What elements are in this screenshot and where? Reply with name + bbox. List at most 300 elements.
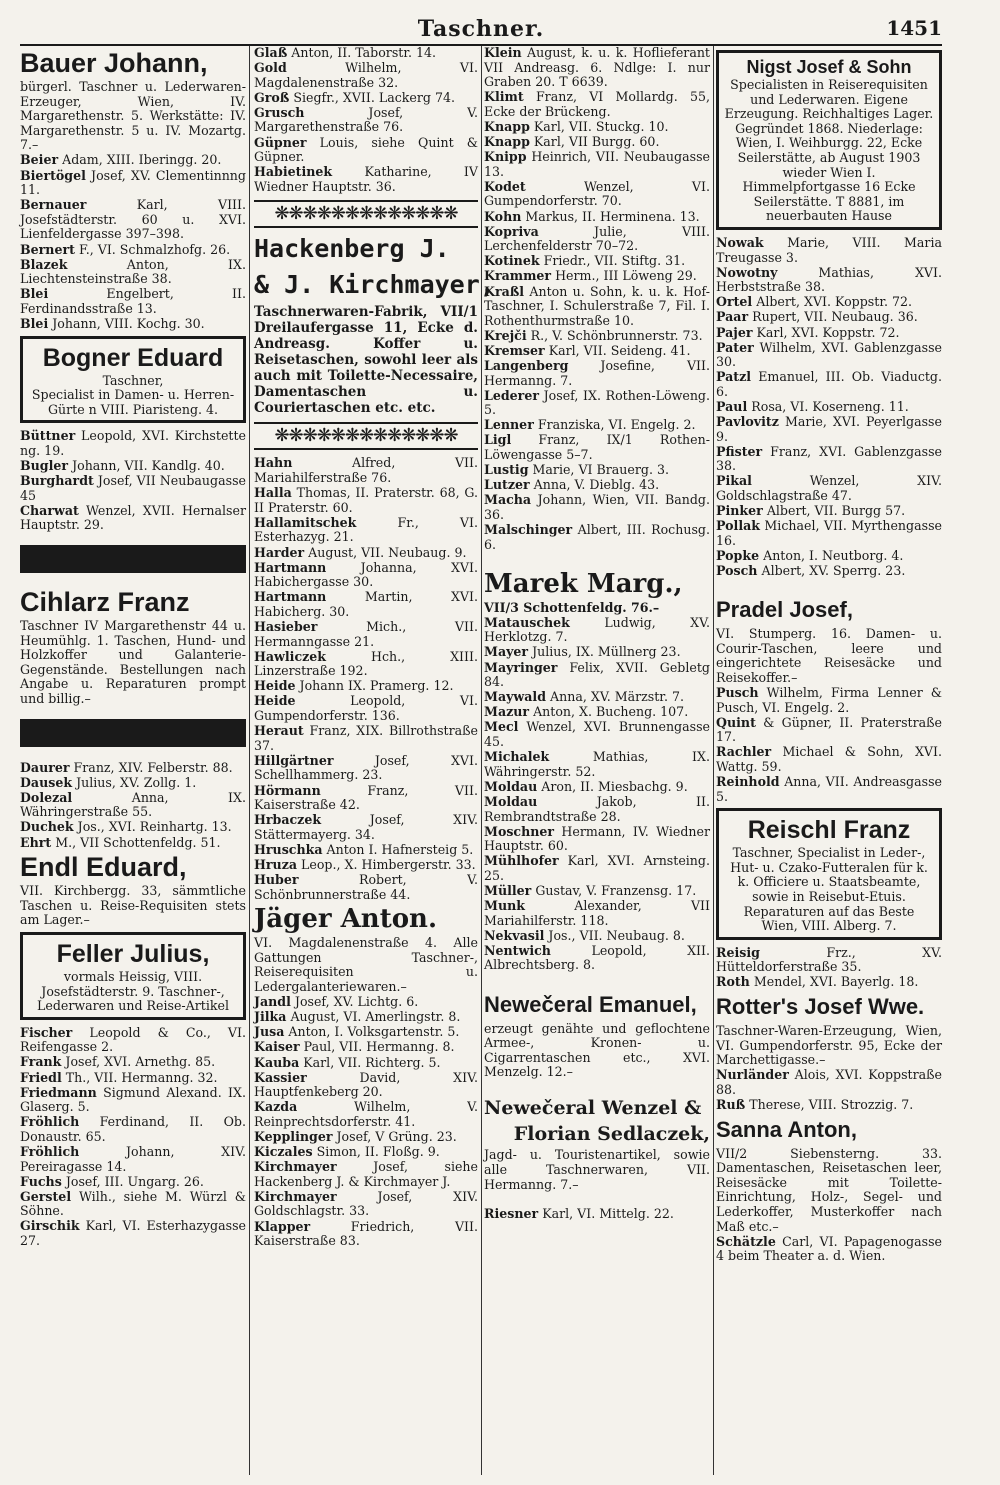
entry-text: Anton, I. Neutborg. 4. [763, 547, 904, 563]
directory-entry [716, 1068, 942, 1097]
entry-text: R., V. Schönbrunnerstr. 73. [530, 327, 703, 343]
entry-text: Anton I. Hafnersteig 5. [326, 841, 474, 857]
directory-entry [716, 686, 942, 715]
entry-text: Karl, XVI. Arnsteing. 25. [484, 853, 710, 883]
entry-text: Jos., VII. Neubaug. 8. [548, 927, 685, 943]
entry-name: Jusa [254, 1024, 285, 1040]
entry-name: Kassier [254, 1069, 307, 1085]
entry-name: Paar [716, 309, 749, 325]
directory-entry [484, 46, 710, 90]
entry-text: Leop., X. Himbergerstr. 33. [301, 856, 476, 872]
directory-entry [484, 150, 710, 179]
entry-text: Alfred, VII. Mariahilferstraße 76. [254, 455, 478, 486]
directory-entry [484, 493, 710, 522]
directory-entry [254, 561, 478, 590]
jaeger-heading: Jäger Anton. [254, 904, 438, 935]
entry-text: Leopold, VI. Gumpendorferstr. 136. [254, 693, 478, 724]
entry-name: Hrbaczek [254, 812, 322, 828]
entry-list [254, 995, 478, 1249]
entry-name: Kohn [484, 208, 522, 224]
directory-entry [716, 341, 942, 370]
marek-text: VII/3 Schottenfeldg. 76.– [484, 599, 660, 615]
directory-entry [254, 546, 478, 561]
entry-name: Mecl [484, 719, 519, 735]
entry-name: Bernauer [20, 197, 87, 213]
entry-list [716, 686, 942, 804]
directory-entry [254, 694, 478, 723]
hackenberg-text: Taschnerwaren-Fabrik, VII/1 Dreilaufergasse 11, Ecke d. Andreasg. Koffer u. Reisetaschen, sowohl leer als auch mit Toilette-Necessaire, Damentaschen u. Couriertaschen etc. etc. [254, 304, 478, 417]
entry-name: Bernert [20, 241, 75, 257]
entry-name: Pusch [716, 684, 759, 700]
entry-name: Girschik [20, 1218, 80, 1234]
entry-list [484, 46, 710, 552]
entry-text: Heinrich, VII. Neubaugasse 13. [484, 149, 710, 179]
entry-list [484, 616, 710, 973]
entry-text: Karl, VII Burgg. 60. [533, 134, 660, 150]
entry-name: Fuchs [20, 1173, 62, 1189]
directory-entry [254, 873, 478, 902]
directory-entry [254, 91, 478, 106]
entry-text: Siegfr., XVII. Lackerg 74. [293, 89, 455, 105]
entry-text: Anna, V. Dieblg. 43. [533, 477, 660, 493]
directory-entry [484, 389, 710, 418]
entry-text: Julie, VIII. Lerchenfelderstr 70–72. [484, 223, 710, 254]
directory-entry [484, 254, 710, 269]
entry-name: Hruza [254, 856, 298, 872]
directory-entry [254, 1130, 478, 1145]
entry-name: Maywald [484, 689, 547, 705]
entry-text: Johanna, XVI. Habichergasse 30. [254, 559, 478, 590]
entry-text: Rupert, VII. Neubaug. 36. [752, 309, 918, 325]
entry-name: Müller [484, 882, 532, 898]
directory-entry [484, 90, 710, 119]
entry-name: Mazur [484, 704, 530, 720]
entry-text: Julius, XV. Zollg. 1. [76, 774, 197, 790]
entry-name: Kraßl [484, 283, 525, 299]
directory-entry [20, 1175, 246, 1190]
nigst-line: Specialisten in Reiserequisiten und Lederwaren. Eigene Erzeugung. Reichhaltiges Lager. Gegründet 1868. Niederlage: Wien, I. Weihburgg. 22, Ecke Seilerstätte, ab August 1903 wieder Wien I. Himmelpfortgasse 16 Ecke Seilerstätte. T 8881, im neuerbauten Hause [724, 77, 934, 224]
entry-name: Gerstel [20, 1188, 72, 1204]
directory-entry [20, 1190, 246, 1219]
entry-text: Friedrich, VII. Kaiserstraße 83. [254, 1218, 478, 1249]
entry-list [716, 236, 942, 579]
entry-name: Ehrt [20, 834, 52, 850]
entry-name: Michalek [484, 749, 550, 765]
entry-name: Lutzer [484, 477, 530, 493]
entry-list [20, 429, 246, 533]
entry-name: Lustig [484, 462, 529, 478]
entry-text: Felix, XVII. Gebletg 84. [484, 659, 710, 690]
entry-name: Hillgärtner [254, 752, 334, 768]
directory-entry [254, 813, 478, 842]
entry-list [254, 46, 478, 194]
entry-name: Heide [254, 678, 296, 694]
entry-name: Klimt [484, 89, 524, 105]
ornament-border: ❋❋❋❋❋❋❋❋❋❋❋❋❋ [254, 200, 478, 228]
nigst-title: Nigst Josef & Sohn [746, 57, 912, 77]
directory-entry [716, 445, 942, 474]
entry-text: Wenzel, VI. Gumpendorferstr. 70. [484, 178, 710, 209]
directory-entry [716, 564, 942, 579]
entry-text: Hch., XIII. Linzerstraße 192. [254, 648, 478, 679]
entry-name: Pfister [716, 443, 763, 459]
entry-name: Schätzle [716, 1233, 776, 1249]
entry-name: Dolezal [20, 789, 73, 805]
entry-text: Louis, siehe Quint & Güpner. [254, 134, 478, 165]
entry-text: Karl, VI. Mittelg. 22. [542, 1205, 674, 1221]
entry-name: Groß [254, 89, 290, 105]
entry-name: Hasieber [254, 618, 318, 634]
entry-text: Wilhelm, Firma Lenner & Pusch, VI. Engelg. 2. [716, 684, 942, 715]
entry-text: Karl, VII. Seideng. 41. [548, 342, 691, 358]
entry-name: Hartmann [254, 559, 327, 575]
directory-entry [254, 61, 478, 90]
entry-text: Mendel, XVI. Bayerlg. 18. [753, 974, 919, 990]
entry-name: Krejči [484, 327, 527, 343]
entry-text: Alois, XVI. Koppstraße 88. [716, 1067, 942, 1097]
entry-text: Adam, XIII. Iberingg. 20. [62, 152, 222, 168]
entry-text: Karl, XVI. Koppstr. 72. [756, 324, 900, 340]
directory-entry [716, 370, 942, 399]
bauer-text: bürgerl. Taschner u. Lederwaren-Erzeuger, Wien, IV. Margarethenstr. 5. Werkstätte: IV. Margarethenstr. 5 u. IV. Mozartg. 7.– [20, 79, 246, 153]
entry-name: Quint [716, 714, 756, 730]
pradel-heading: Pradel Josef, [716, 597, 853, 623]
directory-entry [484, 929, 710, 944]
entry-name: Ruß [716, 1097, 746, 1113]
neweceral-emanuel-text: erzeugt genähte und geflochtene Armee-, Kronen- u. Cigarrentaschen etc., XVI. Menzelg. 12.– [484, 1020, 710, 1080]
entry-text: Josef, V Grüng. 23. [336, 1128, 457, 1144]
entry-text: Johann, Wien, VII. Bandg. 36. [484, 492, 710, 522]
entry-name: Beier [20, 152, 59, 168]
page-header [20, 12, 942, 46]
directory-entry [254, 858, 478, 873]
directory-entry [716, 1235, 942, 1264]
entry-list [20, 153, 246, 331]
entry-name: Lederer [484, 387, 539, 403]
page-number: 1451 [886, 16, 942, 40]
entry-text: Therese, VIII. Strozzig. 7. [749, 1097, 914, 1113]
entry-text: Wilhelm, V. Reinprechtsdorferstr. 41. [254, 1099, 478, 1129]
column-2 [254, 45, 495, 1475]
directory-entry [484, 645, 710, 660]
directory-entry [716, 549, 942, 564]
entry-text: Fr., VI. Esterhazyg. 21. [254, 514, 478, 545]
neweceral-wenzel-heading: Newečeral Wenzel & [484, 1097, 702, 1120]
directory-entry [716, 266, 942, 295]
entry-text: Josef, siehe Hackenberg J. & Kirchmayer J. [254, 1159, 478, 1189]
directory-entry [484, 463, 710, 478]
hackenberg-heading: Hackenberg J. [254, 234, 450, 264]
directory-entry [484, 884, 710, 899]
entry-text: Emanuel, III. Ob. Viaductg. 6. [716, 369, 942, 399]
entry-text: Michael & Sohn, XVI. Wattg. 59. [716, 744, 942, 774]
directory-entry [484, 210, 710, 225]
entry-name: Klein [484, 45, 522, 60]
directory-entry [716, 775, 942, 804]
entry-name: Frank [20, 1054, 62, 1070]
entry-name: Duchek [20, 819, 74, 835]
entry-name: Kazda [254, 1099, 298, 1115]
directory-entry [716, 310, 942, 325]
directory-entry [20, 243, 246, 258]
directory-entry [20, 474, 246, 503]
entry-text: Mathias, IX. Währingerstr. 52. [484, 749, 710, 779]
feller-title: Feller Julius, [56, 939, 210, 968]
entry-text: Franz, IX/1 Rothen-Löwengasse 5–7. [484, 432, 710, 463]
directory-entry [20, 1219, 246, 1248]
entry-name: Paul [716, 398, 748, 414]
entry-name: Huber [254, 872, 299, 888]
directory-entry [20, 1086, 246, 1115]
entry-name: Nekvasil [484, 927, 545, 943]
entry-name: Pollak [716, 518, 760, 534]
directory-entry [716, 504, 942, 519]
entry-text: Anna, VII. Andreasgasse 5. [716, 774, 942, 804]
directory-entry [20, 1115, 246, 1144]
entry-text: Martin, XVI. Habicherg. 30. [254, 589, 478, 619]
entry-name: Malschinger [484, 522, 573, 537]
directory-entry [484, 433, 710, 462]
entry-text: Michael, VII. Myrthengasse 16. [716, 518, 942, 548]
entry-list [20, 1026, 246, 1249]
directory-entry [254, 1010, 478, 1025]
entry-text: Franz, VII. Kaiserstraße 42. [254, 782, 478, 813]
entry-text: Anton, IX. Liechtensteinstraße 38. [20, 256, 246, 287]
entry-name: Blei [20, 286, 49, 302]
entry-text: Wenzel, XVI. Brunnengasse 45. [484, 719, 710, 750]
entry-name: Hallamitschek [254, 514, 357, 530]
entry-name: Pinker [716, 503, 763, 519]
entry-name: Mühlhofer [484, 853, 559, 869]
directory-entry [254, 165, 478, 194]
directory-entry [484, 329, 710, 344]
directory-entry [254, 46, 478, 61]
entry-name: Nentwich [484, 942, 551, 958]
entry-name: Kirchmayer [254, 1188, 337, 1204]
entry-text: M., VII Schottenfeldg. 51. [55, 834, 221, 850]
entry-text: Engelbert, II. Ferdinandsstraße 13. [20, 286, 246, 316]
entry-name: Fröhlich [20, 1143, 80, 1159]
entry-name: Jandl [254, 994, 291, 1010]
endl-heading: Endl Eduard, [20, 852, 187, 883]
directory-entry [484, 285, 710, 329]
directory-entry [20, 258, 246, 287]
entry-text: Mathias, XVI. Herbststraße 38. [716, 264, 942, 295]
entry-text: Jos., XVI. Reinhartg. 13. [77, 819, 232, 835]
entry-name: Harder [254, 544, 305, 560]
entry-text: Ludwig, XV. Herklotzg. 7. [484, 614, 710, 645]
directory-entry [254, 1190, 478, 1219]
directory-entry [254, 1025, 478, 1040]
reischl-box [716, 808, 942, 940]
directory-entry [716, 236, 942, 265]
entry-name: Hörmann [254, 782, 321, 798]
entry-name: Daurer [20, 759, 70, 775]
entry-list [716, 1068, 942, 1112]
directory-entry [716, 295, 942, 310]
directory-entry [484, 720, 710, 749]
entry-name: Kirchmayer [254, 1159, 337, 1175]
ornament-border: ❋❋❋❋❋❋❋❋❋❋❋❋❋ [254, 422, 478, 450]
entry-name: Nowak [716, 234, 764, 250]
entry-text: Josef, III. Ungarg. 26. [65, 1173, 204, 1189]
entry-text: Albert, VII. Burgg 57. [766, 503, 906, 519]
entry-text: Franziska, VI. Engelg. 2. [537, 417, 696, 433]
directory-entry [484, 750, 710, 779]
directory-entry [20, 776, 246, 791]
entry-name: Macha [484, 492, 532, 508]
entry-name: Klapper [254, 1218, 311, 1234]
directory-entry [484, 523, 710, 552]
directory-entry [20, 317, 246, 332]
entry-name: Popke [716, 547, 760, 563]
column-3 [484, 46, 714, 1475]
directory-entry [20, 169, 246, 198]
entry-name: Büttner [20, 428, 76, 444]
entry-name: Mayringer [484, 659, 558, 675]
entry-text: Thomas, II. Praterstr. 68, G. II Praterstr. 60. [254, 485, 478, 515]
entry-name: Mayer [484, 644, 529, 660]
entry-name: Moschner [484, 823, 555, 839]
directory-entry [254, 1100, 478, 1129]
directory-entry [484, 661, 710, 690]
directory-entry [20, 761, 246, 776]
directory-entry [484, 418, 710, 433]
marek-heading: Marek Marg., [484, 568, 683, 599]
entry-name: Rachler [716, 744, 772, 760]
cihlarz-text: Taschner IV Margarethenstr 44 u. Heumühlg. 1. Taschen, Hund- und Holzkoffer und Galanterie-Gegenstände. Bestellungen nach Angabe u. Reparaturen prompt und billig.– [20, 618, 246, 706]
entry-text: Johann, VIII. Kochg. 30. [52, 316, 205, 331]
sanna-heading: Sanna Anton, [716, 1116, 857, 1142]
entry-text: Johann IX. Pramerg. 12. [299, 678, 454, 694]
entry-list [484, 1207, 710, 1222]
entry-name: Pater [716, 339, 754, 355]
entry-text: Anton, II. Taborstr. 14. [291, 45, 437, 60]
entry-text: August, VI. Amerlingstr. 8. [290, 1009, 461, 1025]
entry-text: Anna, IX. Währingerstraße 55. [20, 789, 246, 820]
entry-text: Ferdinand, II. Ob. Donaustr. 65. [20, 1114, 246, 1144]
directory-entry [20, 153, 246, 168]
neweceral-wenzel-text: Jagd- u. Touristenartikel, sowie alle Taschnerwaren, VII. Hermanng. 7.– [484, 1147, 710, 1192]
rotter-heading: Rotter's Josef Wwe. [716, 994, 925, 1020]
page-title: Taschner. [417, 16, 545, 42]
entry-text: August, k. u. k. Hoflieferant VII Andreasg. 6. Ndlge: I. nur Graben 20. T 6639. [484, 45, 710, 90]
directory-entry [716, 400, 942, 415]
directory-entry [254, 516, 478, 545]
entry-text: Franz, XIX. Billrothstraße 37. [254, 723, 478, 753]
entry-name: Langenberg [484, 357, 569, 373]
directory-entry [484, 120, 710, 135]
entry-name: Habietinek [254, 164, 333, 180]
entry-text: Anton u. Sohn, k. u. k. Hof-Taschner, I. Schulerstraße 7, Fil. I. Rothenthurmstraße 10. [484, 283, 710, 328]
directory-entry [254, 456, 478, 485]
entry-name: Fischer [20, 1024, 73, 1040]
directory-entry [254, 724, 478, 753]
entry-name: Moldau [484, 793, 538, 809]
entry-name: Posch [716, 563, 758, 578]
directory-entry [484, 825, 710, 854]
entry-text: Hermann, IV. Wiedner Hauptstr. 60. [484, 823, 710, 854]
entry-text: Josef, XIV. Goldschlagstr. 33. [254, 1188, 478, 1219]
decorative-bar [20, 719, 246, 747]
entry-text: Paul, VII. Hermanng. 8. [303, 1039, 455, 1055]
directory-entry [716, 415, 942, 444]
directory-entry [484, 705, 710, 720]
bogner-line: Specialist in Damen- u. Herren-Gürte n VIII. Piaristeng. 4. [31, 387, 235, 417]
entry-name: Biertögel [20, 167, 86, 183]
entry-text: Leopold, XVI. Kirchstette ng. 19. [20, 428, 246, 458]
entry-name: Fröhlich [20, 1114, 80, 1130]
entry-list [20, 761, 246, 851]
entry-text: Franz, XIV. Felberstr. 88. [73, 759, 233, 775]
entry-text: Albert, XVI. Koppstr. 72. [756, 294, 912, 310]
entry-text: Julius, IX. Müllnerg 23. [532, 644, 681, 660]
entry-text: Frz., XV. Hütteldorferstraße 35. [716, 944, 942, 975]
directory-entry [716, 975, 942, 990]
entry-name: Matauschek [484, 614, 570, 630]
entry-list [716, 1235, 942, 1264]
entry-list [254, 456, 478, 902]
directory-entry [484, 690, 710, 705]
directory-entry [254, 679, 478, 694]
directory-entry [484, 944, 710, 973]
entry-text: Gustav, V. Franzensg. 17. [535, 882, 697, 898]
entry-text: Josef, XVI. Schellhammerg. 23. [254, 752, 478, 783]
rotter-text: Taschner-Waren-Erzeugung, Wien, VI. Gumpendorferstr. 95, Ecke der Marchettigasse.– [716, 1023, 942, 1068]
entry-name: Hartmann [254, 589, 327, 605]
directory-entry [20, 820, 246, 835]
directory-entry [484, 616, 710, 645]
directory-entry [254, 1056, 478, 1071]
directory-entry [254, 995, 478, 1010]
entry-name: Güpner [254, 134, 307, 150]
directory-entry [716, 946, 942, 975]
directory-entry [20, 504, 246, 533]
entry-text: Katharine, IV Wiedner Hauptstr. 36. [254, 164, 478, 194]
entry-name: Reinhold [716, 774, 780, 790]
jaeger-text: VI. Magdalenenstraße 4. Alle Gattungen Taschner-, Reiserequisiten u. Ledergalanteriewaren.– [254, 935, 478, 995]
reischl-title: Reischl Franz [747, 816, 911, 845]
pradel-text: VI. Stumperg. 16. Damen- u. Courir-Taschen, leere und eingerichtete Reisesäcke und Reisekoffer.– [716, 626, 942, 685]
entry-name: Dausek [20, 774, 73, 790]
directory-entry [254, 486, 478, 515]
entry-text: Sigmund Alexand. IX. Glaserg. 5. [20, 1084, 246, 1115]
feller-line: vormals Heissig, VIII. Josefstädterstr. 9. Taschner-, Lederwaren und Reise-Artikel [37, 968, 229, 1014]
entry-name: Friedl [20, 1069, 62, 1085]
entry-name: Reisig [716, 944, 760, 960]
directory-entry [484, 269, 710, 284]
entry-name: Glaß [254, 45, 288, 60]
decorative-bar [20, 545, 246, 573]
entry-name: Krammer [484, 268, 552, 284]
entry-text: Albert, XV. Sperrg. 23. [761, 563, 906, 578]
entry-text: Karl, VIII. Josefstädterstr. 60 u. XVI. Lienfeldergasse 397–398. [20, 197, 246, 242]
entry-name: Halla [254, 485, 292, 501]
directory-entry [716, 474, 942, 503]
entry-text: Karl, VII. Stuckg. 10. [533, 118, 669, 134]
entry-text: Franz, XVI. Gablenzgasse 38. [716, 443, 942, 474]
entry-text: Karl, VII. Richterg. 5. [303, 1054, 441, 1070]
entry-name: Kodet [484, 178, 526, 194]
entry-name: Kauba [254, 1054, 300, 1070]
bogner-line: Taschner, [102, 372, 164, 388]
entry-text: Wilh., siehe M. Würzl & Söhne. [20, 1188, 246, 1219]
entry-text: Simon, II. Floßg. 9. [316, 1144, 440, 1160]
directory-entry [484, 780, 710, 795]
entry-text: Leopold & Co., VI. Reifengasse 2. [20, 1024, 246, 1055]
entry-text: Josef, VII Neubaugasse 45 [20, 473, 246, 503]
entry-name: Knapp [484, 134, 530, 150]
